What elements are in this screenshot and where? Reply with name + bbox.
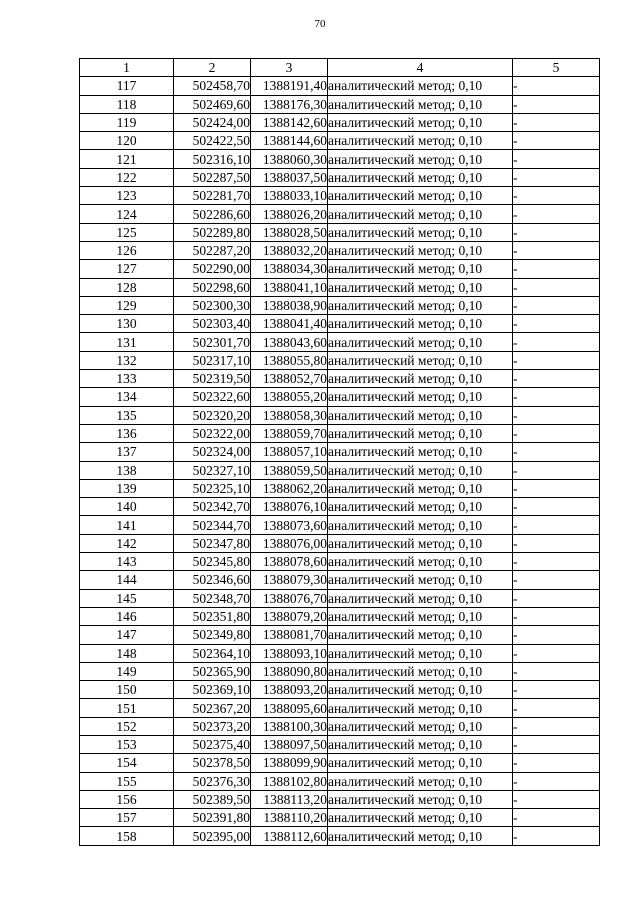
note-cell: - <box>513 150 600 168</box>
table-row <box>80 479 600 497</box>
row-number-cell: 152 <box>80 717 174 735</box>
y-coordinate-cell: 1388037,50 <box>251 168 328 186</box>
y-coordinate-cell: 1388081,70 <box>251 626 328 644</box>
x-coordinate-cell: 502289,80 <box>174 223 251 241</box>
method-cell: аналитический метод; 0,10 <box>328 699 513 717</box>
y-coordinate-cell: 1388060,30 <box>251 150 328 168</box>
note-cell: - <box>513 498 600 516</box>
note-cell: - <box>513 351 600 369</box>
method-cell: аналитический метод; 0,10 <box>328 589 513 607</box>
y-coordinate-cell: 1388102,80 <box>251 772 328 790</box>
note-cell: - <box>513 644 600 662</box>
method-cell: аналитический метод; 0,10 <box>328 132 513 150</box>
table-row <box>80 370 600 388</box>
note-cell: - <box>513 553 600 571</box>
note-cell: - <box>513 735 600 753</box>
row-number-cell: 158 <box>80 827 174 845</box>
y-coordinate-cell: 1388041,10 <box>251 278 328 296</box>
row-number-cell: 147 <box>80 626 174 644</box>
method-cell: аналитический метод; 0,10 <box>328 424 513 442</box>
note-cell: - <box>513 333 600 351</box>
note-cell: - <box>513 479 600 497</box>
row-number-cell: 130 <box>80 315 174 333</box>
note-cell: - <box>513 241 600 259</box>
y-coordinate-cell: 1388057,10 <box>251 443 328 461</box>
method-cell: аналитический метод; 0,10 <box>328 241 513 259</box>
x-coordinate-cell: 502301,70 <box>174 333 251 351</box>
method-cell: аналитический метод; 0,10 <box>328 113 513 131</box>
x-coordinate-cell: 502346,60 <box>174 571 251 589</box>
table-row <box>80 644 600 662</box>
table-row <box>80 735 600 753</box>
method-cell: аналитический метод; 0,10 <box>328 644 513 662</box>
x-coordinate-cell: 502281,70 <box>174 187 251 205</box>
note-cell: - <box>513 461 600 479</box>
y-coordinate-cell: 1388144,60 <box>251 132 328 150</box>
row-number-cell: 144 <box>80 571 174 589</box>
method-cell: аналитический метод; 0,10 <box>328 278 513 296</box>
note-cell: - <box>513 589 600 607</box>
table-row <box>80 589 600 607</box>
table-row <box>80 607 600 625</box>
y-coordinate-cell: 1388079,30 <box>251 571 328 589</box>
y-coordinate-cell: 1388059,70 <box>251 424 328 442</box>
row-number-cell: 145 <box>80 589 174 607</box>
method-cell: аналитический метод; 0,10 <box>328 772 513 790</box>
note-cell: - <box>513 424 600 442</box>
table-row <box>80 95 600 113</box>
x-coordinate-cell: 502348,70 <box>174 589 251 607</box>
table-row <box>80 296 600 314</box>
row-number-cell: 138 <box>80 461 174 479</box>
y-coordinate-cell: 1388038,90 <box>251 296 328 314</box>
method-cell: аналитический метод; 0,10 <box>328 571 513 589</box>
table-row <box>80 150 600 168</box>
x-coordinate-cell: 502367,20 <box>174 699 251 717</box>
y-coordinate-cell: 1388073,60 <box>251 516 328 534</box>
note-cell: - <box>513 699 600 717</box>
table-row <box>80 278 600 296</box>
x-coordinate-cell: 502349,80 <box>174 626 251 644</box>
row-number-cell: 134 <box>80 388 174 406</box>
table-row <box>80 113 600 131</box>
row-number-cell: 141 <box>80 516 174 534</box>
method-cell: аналитический метод; 0,10 <box>328 607 513 625</box>
x-coordinate-cell: 502373,20 <box>174 717 251 735</box>
y-coordinate-cell: 1388090,80 <box>251 662 328 680</box>
note-cell: - <box>513 681 600 699</box>
x-coordinate-cell: 502342,70 <box>174 498 251 516</box>
note-cell: - <box>513 370 600 388</box>
note-cell: - <box>513 772 600 790</box>
y-coordinate-cell: 1388110,20 <box>251 809 328 827</box>
method-cell: аналитический метод; 0,10 <box>328 95 513 113</box>
row-number-cell: 122 <box>80 168 174 186</box>
method-cell: аналитический метод; 0,10 <box>328 516 513 534</box>
x-coordinate-cell: 502422,50 <box>174 132 251 150</box>
note-cell: - <box>513 790 600 808</box>
table-row <box>80 827 600 845</box>
row-number-cell: 125 <box>80 223 174 241</box>
row-number-cell: 133 <box>80 370 174 388</box>
note-cell: - <box>513 95 600 113</box>
table-row <box>80 553 600 571</box>
x-coordinate-cell: 502345,80 <box>174 553 251 571</box>
method-cell: аналитический метод; 0,10 <box>328 662 513 680</box>
note-cell: - <box>513 607 600 625</box>
x-coordinate-cell: 502317,10 <box>174 351 251 369</box>
row-number-cell: 150 <box>80 681 174 699</box>
method-cell: аналитический метод; 0,10 <box>328 681 513 699</box>
method-cell: аналитический метод; 0,10 <box>328 223 513 241</box>
method-cell: аналитический метод; 0,10 <box>328 553 513 571</box>
row-number-cell: 117 <box>80 77 174 95</box>
row-number-cell: 140 <box>80 498 174 516</box>
method-cell: аналитический метод; 0,10 <box>328 754 513 772</box>
table-row <box>80 187 600 205</box>
footer-marks <box>110 899 590 900</box>
method-cell: аналитический метод; 0,10 <box>328 809 513 827</box>
y-coordinate-cell: 1388032,20 <box>251 241 328 259</box>
note-cell: - <box>513 205 600 223</box>
row-number-cell: 151 <box>80 699 174 717</box>
y-coordinate-cell: 1388062,20 <box>251 479 328 497</box>
method-cell: аналитический метод; 0,10 <box>328 388 513 406</box>
note-cell: - <box>513 168 600 186</box>
table-row <box>80 772 600 790</box>
row-number-cell: 131 <box>80 333 174 351</box>
x-coordinate-cell: 502286,60 <box>174 205 251 223</box>
x-coordinate-cell: 502469,60 <box>174 95 251 113</box>
row-number-cell: 148 <box>80 644 174 662</box>
table-row <box>80 516 600 534</box>
table-row <box>80 461 600 479</box>
x-coordinate-cell: 502319,50 <box>174 370 251 388</box>
row-number-cell: 155 <box>80 772 174 790</box>
x-coordinate-cell: 502327,10 <box>174 461 251 479</box>
header-row <box>80 59 600 77</box>
page-number: 70 <box>314 18 326 30</box>
method-cell: аналитический метод; 0,10 <box>328 205 513 223</box>
table-row <box>80 168 600 186</box>
header-cell-3: 3 <box>251 59 328 77</box>
table-row <box>80 406 600 424</box>
row-number-cell: 123 <box>80 187 174 205</box>
row-number-cell: 121 <box>80 150 174 168</box>
method-cell: аналитический метод; 0,10 <box>328 479 513 497</box>
row-number-cell: 154 <box>80 754 174 772</box>
method-cell: аналитический метод; 0,10 <box>328 187 513 205</box>
method-cell: аналитический метод; 0,10 <box>328 406 513 424</box>
method-cell: аналитический метод; 0,10 <box>328 443 513 461</box>
x-coordinate-cell: 502375,40 <box>174 735 251 753</box>
note-cell: - <box>513 113 600 131</box>
row-number-cell: 137 <box>80 443 174 461</box>
y-coordinate-cell: 1388078,60 <box>251 553 328 571</box>
note-cell: - <box>513 827 600 845</box>
y-coordinate-cell: 1388058,30 <box>251 406 328 424</box>
note-cell: - <box>513 571 600 589</box>
x-coordinate-cell: 502369,10 <box>174 681 251 699</box>
y-coordinate-cell: 1388191,40 <box>251 77 328 95</box>
table-row <box>80 205 600 223</box>
note-cell: - <box>513 388 600 406</box>
row-number-cell: 136 <box>80 424 174 442</box>
table-row <box>80 132 600 150</box>
x-coordinate-cell: 502347,80 <box>174 534 251 552</box>
y-coordinate-cell: 1388112,60 <box>251 827 328 845</box>
row-number-cell: 132 <box>80 351 174 369</box>
note-cell: - <box>513 260 600 278</box>
x-coordinate-cell: 502303,40 <box>174 315 251 333</box>
y-coordinate-cell: 1388095,60 <box>251 699 328 717</box>
table-row <box>80 498 600 516</box>
note-cell: - <box>513 223 600 241</box>
x-coordinate-cell: 502365,90 <box>174 662 251 680</box>
coordinates-table <box>79 58 600 846</box>
x-coordinate-cell: 502424,00 <box>174 113 251 131</box>
y-coordinate-cell: 1388079,20 <box>251 607 328 625</box>
y-coordinate-cell: 1388176,30 <box>251 95 328 113</box>
table-row <box>80 351 600 369</box>
method-cell: аналитический метод; 0,10 <box>328 626 513 644</box>
method-cell: аналитический метод; 0,10 <box>328 260 513 278</box>
method-cell: аналитический метод; 0,10 <box>328 534 513 552</box>
row-number-cell: 129 <box>80 296 174 314</box>
table-row <box>80 77 600 95</box>
row-number-cell: 127 <box>80 260 174 278</box>
row-number-cell: 156 <box>80 790 174 808</box>
x-coordinate-cell: 502320,20 <box>174 406 251 424</box>
y-coordinate-cell: 1388100,30 <box>251 717 328 735</box>
table-row <box>80 333 600 351</box>
y-coordinate-cell: 1388034,30 <box>251 260 328 278</box>
method-cell: аналитический метод; 0,10 <box>328 827 513 845</box>
x-coordinate-cell: 502324,00 <box>174 443 251 461</box>
y-coordinate-cell: 1388113,20 <box>251 790 328 808</box>
y-coordinate-cell: 1388026,20 <box>251 205 328 223</box>
table-row <box>80 388 600 406</box>
note-cell: - <box>513 754 600 772</box>
row-number-cell: 124 <box>80 205 174 223</box>
method-cell: аналитический метод; 0,10 <box>328 370 513 388</box>
x-coordinate-cell: 502344,70 <box>174 516 251 534</box>
table-row <box>80 717 600 735</box>
method-cell: аналитический метод; 0,10 <box>328 333 513 351</box>
row-number-cell: 143 <box>80 553 174 571</box>
table-row <box>80 681 600 699</box>
row-number-cell: 149 <box>80 662 174 680</box>
note-cell: - <box>513 534 600 552</box>
row-number-cell: 126 <box>80 241 174 259</box>
method-cell: аналитический метод; 0,10 <box>328 351 513 369</box>
x-coordinate-cell: 502395,00 <box>174 827 251 845</box>
table-row <box>80 790 600 808</box>
x-coordinate-cell: 502351,80 <box>174 607 251 625</box>
table-row <box>80 626 600 644</box>
row-number-cell: 118 <box>80 95 174 113</box>
x-coordinate-cell: 502287,50 <box>174 168 251 186</box>
x-coordinate-cell: 502316,10 <box>174 150 251 168</box>
x-coordinate-cell: 502378,50 <box>174 754 251 772</box>
footer-line <box>110 896 590 900</box>
method-cell: аналитический метод; 0,10 <box>328 461 513 479</box>
note-cell: - <box>513 296 600 314</box>
note-cell: - <box>513 626 600 644</box>
note-cell: - <box>513 187 600 205</box>
note-cell: - <box>513 516 600 534</box>
method-cell: аналитический метод; 0,10 <box>328 498 513 516</box>
y-coordinate-cell: 1388052,70 <box>251 370 328 388</box>
row-number-cell: 157 <box>80 809 174 827</box>
note-cell: - <box>513 406 600 424</box>
table-row <box>80 260 600 278</box>
y-coordinate-cell: 1388097,50 <box>251 735 328 753</box>
note-cell: - <box>513 809 600 827</box>
y-coordinate-cell: 1388093,20 <box>251 681 328 699</box>
x-coordinate-cell: 502458,70 <box>174 77 251 95</box>
row-number-cell: 119 <box>80 113 174 131</box>
x-coordinate-cell: 502389,50 <box>174 790 251 808</box>
row-number-cell: 142 <box>80 534 174 552</box>
method-cell: аналитический метод; 0,10 <box>328 717 513 735</box>
header-cell-2: 2 <box>174 59 251 77</box>
table-row <box>80 315 600 333</box>
x-coordinate-cell: 502298,60 <box>174 278 251 296</box>
x-coordinate-cell: 502376,30 <box>174 772 251 790</box>
x-coordinate-cell: 502364,10 <box>174 644 251 662</box>
note-cell: - <box>513 132 600 150</box>
row-number-cell: 139 <box>80 479 174 497</box>
y-coordinate-cell: 1388041,40 <box>251 315 328 333</box>
row-number-cell: 128 <box>80 278 174 296</box>
note-cell: - <box>513 315 600 333</box>
note-cell: - <box>513 662 600 680</box>
x-coordinate-cell: 502290,00 <box>174 260 251 278</box>
method-cell: аналитический метод; 0,10 <box>328 315 513 333</box>
x-coordinate-cell: 502322,60 <box>174 388 251 406</box>
table-row <box>80 443 600 461</box>
y-coordinate-cell: 1388076,10 <box>251 498 328 516</box>
y-coordinate-cell: 1388059,50 <box>251 461 328 479</box>
y-coordinate-cell: 1388043,60 <box>251 333 328 351</box>
header-cell-1: 1 <box>80 59 174 77</box>
header-cell-4: 4 <box>328 59 513 77</box>
table-row <box>80 223 600 241</box>
x-coordinate-cell: 502325,10 <box>174 479 251 497</box>
y-coordinate-cell: 1388055,80 <box>251 351 328 369</box>
y-coordinate-cell: 1388033,10 <box>251 187 328 205</box>
table-row <box>80 809 600 827</box>
table-row <box>80 662 600 680</box>
method-cell: аналитический метод; 0,10 <box>328 296 513 314</box>
table-row <box>80 424 600 442</box>
y-coordinate-cell: 1388076,00 <box>251 534 328 552</box>
row-number-cell: 135 <box>80 406 174 424</box>
note-cell: - <box>513 717 600 735</box>
table-body <box>80 77 600 845</box>
y-coordinate-cell: 1388099,90 <box>251 754 328 772</box>
method-cell: аналитический метод; 0,10 <box>328 77 513 95</box>
row-number-cell: 120 <box>80 132 174 150</box>
table-row <box>80 754 600 772</box>
x-coordinate-cell: 502391,80 <box>174 809 251 827</box>
y-coordinate-cell: 1388093,10 <box>251 644 328 662</box>
table-row <box>80 241 600 259</box>
method-cell: аналитический метод; 0,10 <box>328 735 513 753</box>
x-coordinate-cell: 502300,30 <box>174 296 251 314</box>
y-coordinate-cell: 1388028,50 <box>251 223 328 241</box>
note-cell: - <box>513 278 600 296</box>
x-coordinate-cell: 502287,20 <box>174 241 251 259</box>
y-coordinate-cell: 1388055,20 <box>251 388 328 406</box>
method-cell: аналитический метод; 0,10 <box>328 150 513 168</box>
header-cell-5: 5 <box>513 59 600 77</box>
y-coordinate-cell: 1388076,70 <box>251 589 328 607</box>
note-cell: - <box>513 77 600 95</box>
x-coordinate-cell: 502322,00 <box>174 424 251 442</box>
note-cell: - <box>513 443 600 461</box>
y-coordinate-cell: 1388142,60 <box>251 113 328 131</box>
row-number-cell: 153 <box>80 735 174 753</box>
row-number-cell: 146 <box>80 607 174 625</box>
table-row <box>80 534 600 552</box>
table-row <box>80 699 600 717</box>
method-cell: аналитический метод; 0,10 <box>328 790 513 808</box>
method-cell: аналитический метод; 0,10 <box>328 168 513 186</box>
table-row <box>80 571 600 589</box>
